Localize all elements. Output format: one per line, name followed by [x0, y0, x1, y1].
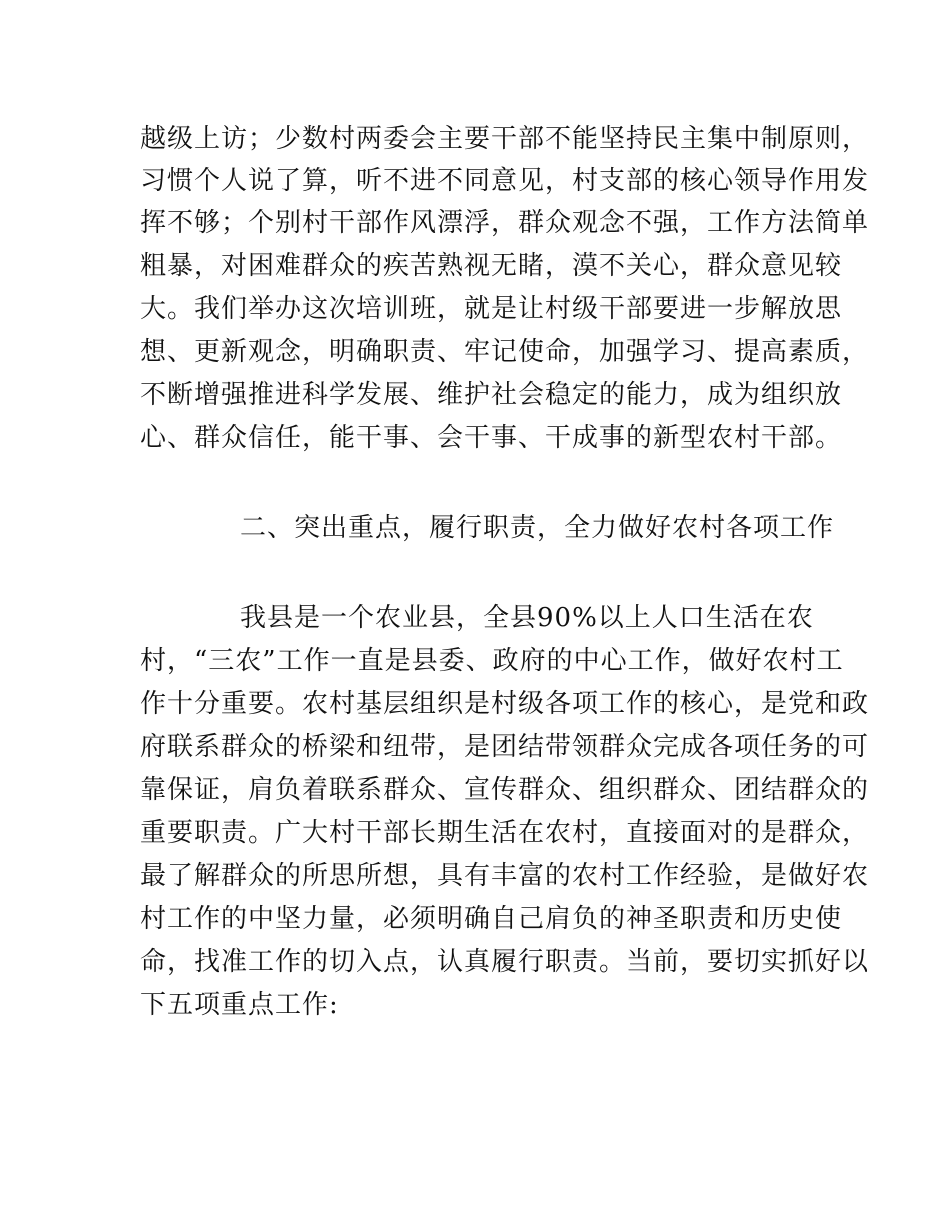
paragraph1-line: 想、更新观念，明确职责、牢记使命，加强学习、提高素质， — [140, 337, 870, 367]
section-heading: 二、突出重点，履行职责，全力做好农村各项工作 — [240, 513, 835, 543]
paragraph2-line: 作十分重要。农村基层组织是村级各项工作的核心，是党和政 — [140, 689, 870, 719]
paragraph1-line: 不断增强推进科学发展、维护社会稳定的能力，成为组织放 — [140, 380, 843, 410]
paragraph1-line: 习惯个人说了算，听不进不同意见，村支部的核心领导作用发 — [140, 166, 870, 196]
paragraph1-line: 粗暴，对困难群众的疾苦熟视无睹，漠不关心，群众意见较 — [140, 251, 843, 281]
paragraph2-line: 府联系群众的桥梁和纽带，是团结带领群众完成各项任务的可 — [140, 732, 870, 762]
paragraph2-line: 重要职责。广大村干部长期生活在农村，直接面对的是群众， — [140, 818, 870, 848]
paragraph1-line: 大。我们举办这次培训班，就是让村级干部要进一步解放思 — [140, 294, 843, 324]
paragraph2-line: 村，“三农”工作一直是县委、政府的中心工作，做好农村工 — [140, 646, 844, 676]
paragraph1-line: 心、群众信任，能干事、会干事、干成事的新型农村干部。 — [140, 423, 843, 453]
paragraph2-line: 下五项重点工作: — [140, 990, 339, 1020]
paragraph2-line: 靠保证，肩负着联系群众、宣传群众、组织群众、团结群众的 — [140, 775, 870, 805]
paragraph2-line: 最了解群众的所思所想，具有丰富的农村工作经验，是做好农 — [140, 861, 870, 891]
paragraph2-line: 我县是一个农业县，全县90%以上人口生活在农 — [240, 603, 814, 633]
paragraph2-line: 命，找准工作的切入点，认真履行职责。当前，要切实抓好以 — [140, 947, 870, 977]
paragraph1-line: 挥不够；个别村干部作风漂浮，群众观念不强，工作方法简单 — [140, 208, 870, 238]
paragraph1-line: 越级上访；少数村两委会主要干部不能坚持民主集中制原则， — [140, 124, 870, 154]
paragraph2-line: 村工作的中坚力量，必须明确自己肩负的神圣职责和历史使 — [140, 904, 843, 934]
